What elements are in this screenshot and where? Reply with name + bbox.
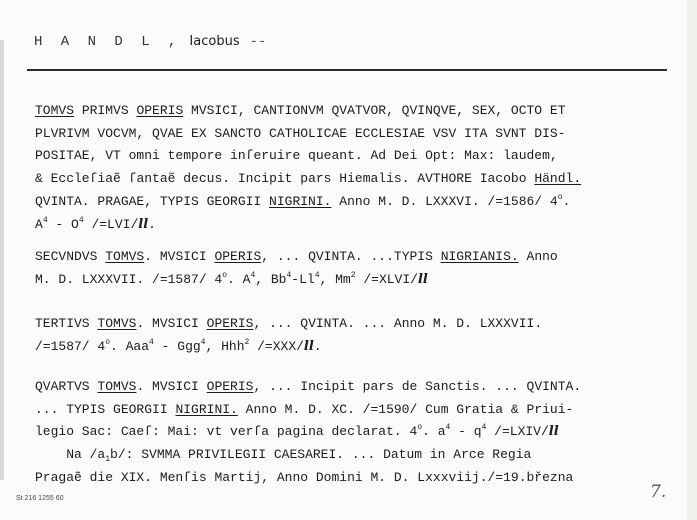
text-segment: 2 — [350, 270, 356, 280]
card-footer-code: St 216 1255 60 — [16, 495, 64, 502]
text-segment: /=1587/ 4 — [35, 338, 106, 354]
text-segment: o — [557, 192, 563, 202]
text-segment: /=XXX/ — [249, 338, 304, 354]
entry-secundus-tomus — [35, 246, 558, 291]
handwritten-mark: ll — [548, 424, 559, 440]
entry-line — [35, 376, 581, 399]
text-segment: 4 — [78, 215, 84, 225]
text-segment: . A — [227, 271, 251, 287]
text-segment: ſ — [183, 469, 192, 485]
text-segment: ſ — [144, 424, 153, 440]
text-segment: . MVSICI — [136, 379, 207, 394]
entry-line — [35, 336, 542, 359]
text-segment: . — [313, 338, 322, 354]
text-segment: SECVNDVS — [35, 249, 106, 264]
text-segment: - O — [47, 216, 79, 232]
underlined-text: Händl. — [534, 171, 582, 187]
underlined-text: OPERIS — [214, 249, 262, 264]
text-segment: o — [222, 270, 228, 280]
text-segment: , ... Incipit pars de Sanctis. ... QVINTA. — [253, 379, 582, 394]
text-segment: is Martij, Anno Domini M. D. Lxxxviij./=19.března — [191, 469, 574, 485]
author-surname: H A N D L , — [34, 34, 182, 50]
underlined-text: TOMVS — [35, 103, 75, 118]
text-segment: 4 — [149, 337, 154, 347]
text-segment: ... TYPIS GEORGII — [35, 401, 176, 417]
handwritten-page-number: 7. — [650, 482, 667, 502]
underlined-text: OPERIS — [206, 379, 254, 394]
text-segment: legio Sac: Cae — [35, 424, 145, 440]
underlined-text: NIGRIANIS. — [440, 249, 519, 264]
text-segment: & Eccle — [35, 171, 90, 187]
underlined-text: TOMVS — [105, 249, 145, 264]
text-segment: QVARTVS — [35, 379, 98, 394]
text-segment: 4 — [481, 423, 487, 433]
text-segment: , ... QVINTA. ...TYPIS — [261, 249, 441, 264]
text-segment: b/: SVMMA PRIVILEGII CAESAREI. ... Datum in Arce Regia — [110, 447, 532, 463]
entry-quartus-tomus — [35, 376, 581, 490]
text-segment: , Hhh — [205, 338, 245, 354]
entry-line — [35, 214, 581, 237]
text-segment: 4 — [200, 337, 206, 347]
text-segment: 4 — [314, 270, 320, 280]
text-segment: Anno M. D. XC. /=1590/ Cum Gratia & Priui- — [237, 401, 574, 417]
text-segment: M. D. LXXXVII. /=1587/ 4 — [35, 271, 223, 287]
text-segment: /=XLVI/ — [355, 271, 418, 287]
card-left-edge — [0, 40, 4, 480]
text-segment: /=LVI/ — [83, 216, 139, 232]
text-segment: ſ — [128, 171, 137, 187]
entry-line — [35, 399, 581, 422]
entry-line — [35, 100, 581, 123]
text-segment: o — [417, 423, 423, 433]
text-segment: , Bb — [255, 271, 287, 287]
text-segment: POSITAE, VT omni tempore in — [35, 148, 246, 164]
text-segment: o — [105, 337, 111, 347]
entry-line — [35, 191, 581, 214]
text-segment: ſ — [89, 171, 98, 187]
text-segment: TERTIVS — [35, 316, 98, 331]
text-segment: 4 — [286, 270, 292, 280]
underlined-text: OPERIS — [206, 316, 254, 331]
text-segment: . a — [422, 424, 446, 440]
text-segment: MVSICI, CANTIONVM QVATVOR, QVINQVE, SEX, OCTO ET — [183, 103, 566, 118]
text-segment: , ... QVINTA. ... Anno M. D. LXXXVII. — [253, 316, 543, 331]
handwritten-mark: ll — [417, 271, 428, 287]
text-segment: PLVRIVM VOCVM, QVAE EX SANCTO CATHOLICAE ECCLESIAE VSV ITA SVNT DIS- — [35, 125, 566, 141]
text-segment: 4 — [250, 270, 256, 280]
underlined-text: OPERIS — [136, 103, 184, 118]
text-segment: Anno — [518, 249, 558, 264]
entry-tomus-primus — [35, 100, 581, 236]
text-segment: PRIMVS — [74, 103, 137, 118]
text-segment: - q — [450, 424, 482, 440]
text-segment: A — [35, 216, 43, 232]
entry-line — [35, 269, 558, 292]
text-segment: QVINTA. PRAGAE, TYPIS GEORGII — [35, 193, 270, 209]
entry-line — [35, 145, 581, 168]
text-segment: /=LXIV/ — [486, 424, 549, 440]
text-segment: antaẽ decus. Incipit pars Hiemalis. AVTHORE Iacobo — [136, 171, 535, 187]
text-segment: 4 — [445, 423, 451, 433]
handwritten-mark: ll — [303, 338, 314, 354]
entry-line — [35, 421, 581, 444]
text-segment: , Mm — [319, 271, 351, 287]
entry-line — [35, 168, 581, 191]
text-segment: Anno M. D. LXXXVI. /=1586/ 4 — [331, 193, 558, 209]
handwritten-mark: ll — [138, 216, 149, 232]
text-segment: . — [562, 193, 571, 209]
text-segment: eruire queant. Ad Dei Opt: Max: laudem, — [253, 148, 558, 164]
underlined-text: TOMVS — [97, 379, 137, 394]
text-segment: . MVSICI — [136, 316, 207, 331]
text-segment: ſ — [253, 424, 262, 440]
header-dash: -- — [249, 34, 267, 50]
text-segment: 4 — [42, 215, 48, 225]
text-segment: . MVSICI — [144, 249, 215, 264]
entry-line — [35, 246, 558, 269]
text-segment: . — [148, 216, 156, 232]
text-segment: . Aaa — [110, 338, 150, 354]
text-segment: 1 — [105, 455, 111, 465]
text-segment: - Ggg — [153, 338, 201, 354]
entry-line — [35, 123, 581, 146]
underlined-text: TOMVS — [97, 316, 137, 331]
author-given-name: Iacobus — [189, 34, 240, 49]
entry-line — [35, 467, 581, 490]
text-segment: ſ — [245, 148, 254, 164]
card-header — [34, 34, 266, 50]
text-segment: iaẽ — [97, 171, 129, 187]
entry-tertius-tomus — [35, 313, 542, 358]
header-rule — [27, 69, 667, 71]
underlined-text: NIGRINI. — [269, 193, 332, 209]
entry-line — [35, 313, 542, 336]
text-segment: a pagina declarat. 4 — [261, 424, 418, 440]
underlined-text: NIGRINI. — [175, 401, 238, 417]
card-right-edge — [687, 0, 697, 520]
text-segment: Pragaẽ die XIX. Men — [35, 469, 184, 485]
text-segment: 2 — [244, 337, 250, 347]
entry-line — [35, 444, 581, 467]
text-segment: : Mai: vt ver — [152, 424, 254, 440]
text-segment: -Ll — [291, 271, 315, 287]
text-segment: Na /a — [35, 447, 106, 463]
